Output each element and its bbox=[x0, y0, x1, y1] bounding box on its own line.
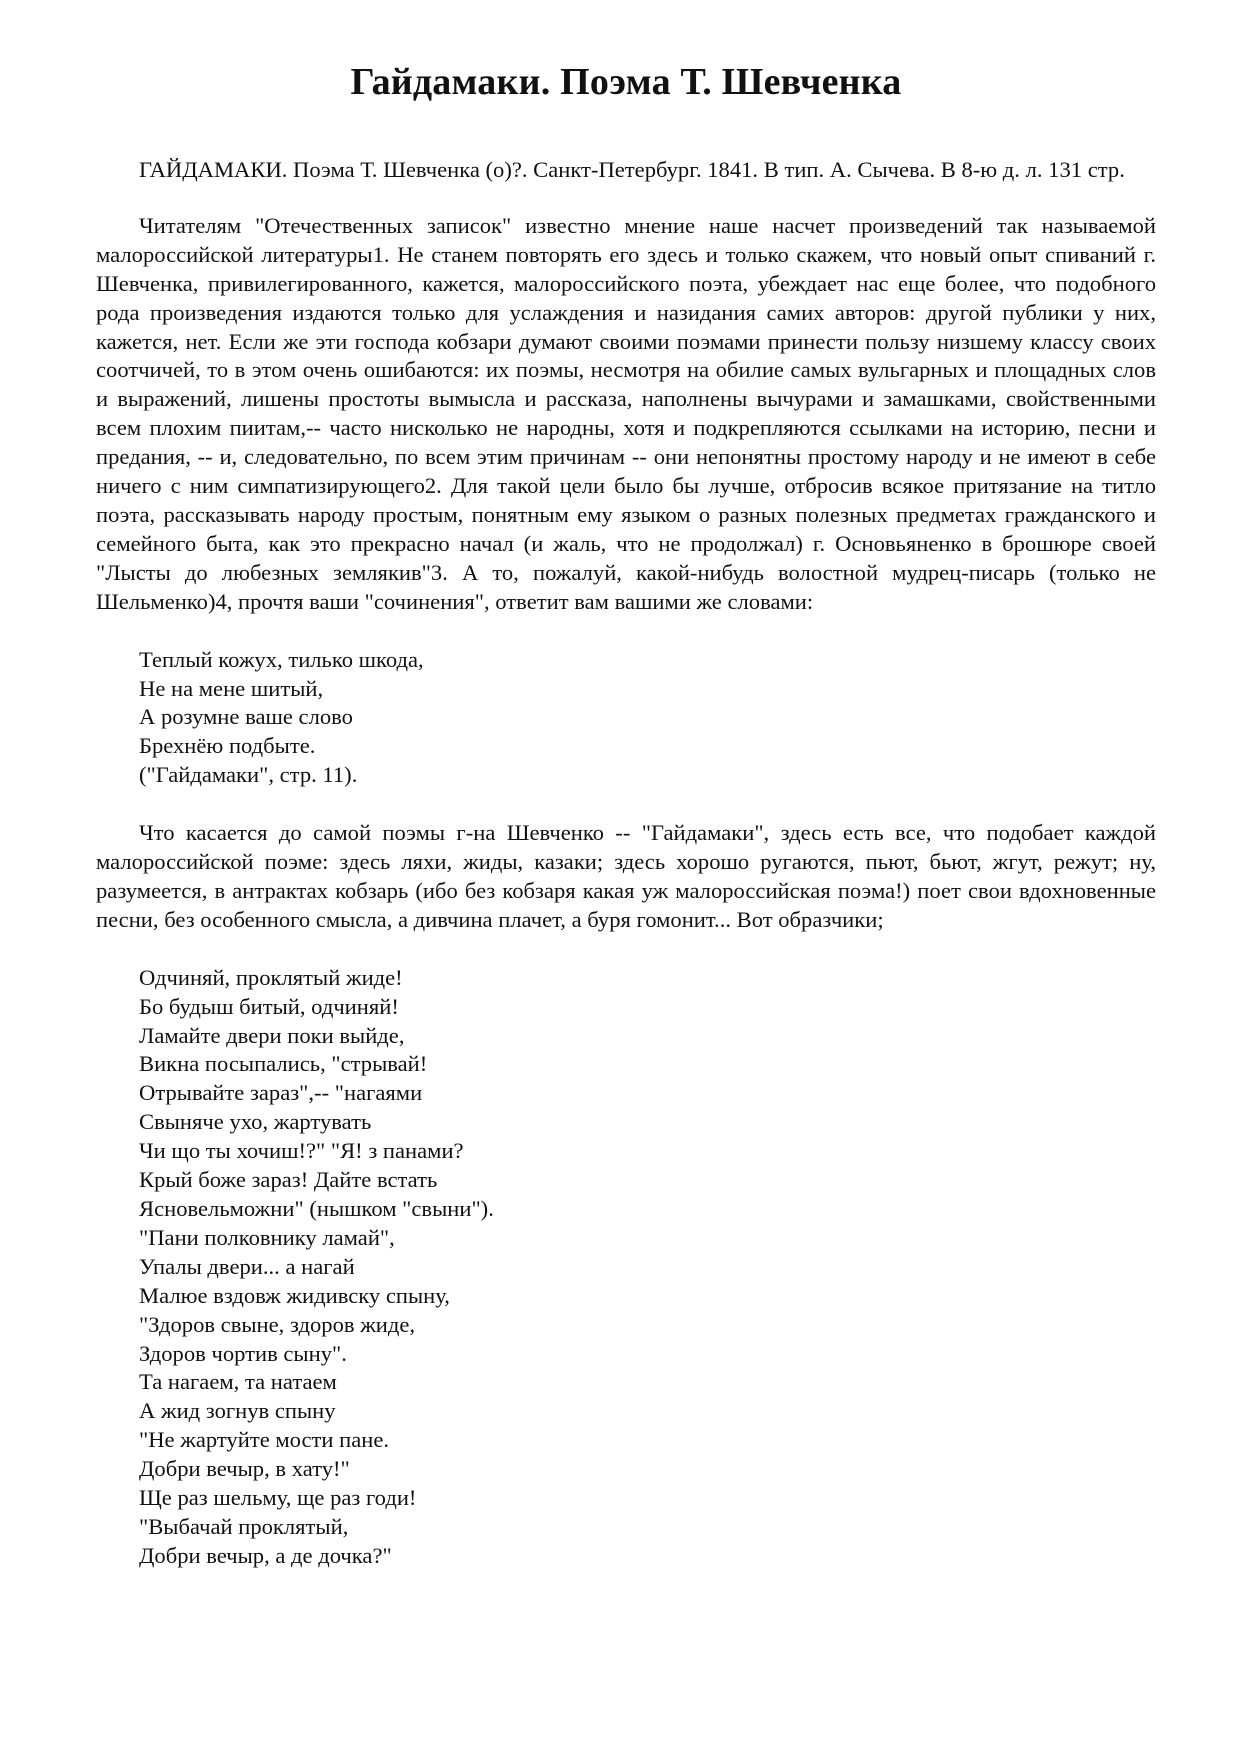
verse-line: "Не жартуйте мости пане. bbox=[139, 1427, 390, 1453]
verse-line: Свыняче ухо, жартувать bbox=[139, 1109, 372, 1135]
verse-line: "Здоров свыне, здоров жиде, bbox=[139, 1311, 416, 1337]
verse-line: А жид зогнув спыну bbox=[139, 1398, 336, 1424]
document-page bbox=[96, 0, 1156, 1571]
verse-line: Упалы двери... а нагай bbox=[139, 1253, 355, 1279]
verse-line: Чи що ты хочиш!?" "Я! з панами? bbox=[139, 1138, 464, 1164]
verse-line: Ясновельможни" (нышком "свыни"). bbox=[139, 1196, 494, 1221]
verse-line: Добри вечыр, а де дочка?" bbox=[139, 1542, 392, 1568]
verse-line: Крый боже зараз! Дайте встать bbox=[139, 1167, 438, 1193]
verse-line: Ламайте двери поки выйде, bbox=[139, 1022, 405, 1048]
verse-line: Ще раз шельму, ще раз годи! bbox=[139, 1485, 417, 1511]
verse-line: Добри вечыр, в хату!" bbox=[139, 1456, 350, 1482]
bibliographic-entry: ГАЙДАМАКИ. Поэма Т. Шевченка (о)?. Санкт-Петербург. 1841. В тип. А. Сычева. В 8-ю д. л. 131 стр. bbox=[139, 157, 1125, 182]
verse-line: Малюе вздовж жидивску спыну, bbox=[139, 1282, 450, 1308]
verse-line: Викна посыпались, "стрывай! bbox=[139, 1051, 428, 1077]
review-paragraph-2: Что касается до самой поэмы г-на Шевченко -- "Гайдамаки", здесь есть все, что подобает каждой малороссийской поэме: здесь ляхи, жиды, казаки; здесь хорошо ругаются, пьют, бьют, жгут, режут; ну, разумеется, в антрактах кобзарь (ибо без кобзаря какая уж малороссийская поэма!) поет свои вдохновенные песни, без особенного смысла, а дивчина плачет, а буря гомонит... Вот образчики; bbox=[96, 820, 1156, 932]
verse-citation: ("Гайдамаки", стр. 11). bbox=[139, 762, 358, 788]
verse-quote-1 bbox=[96, 646, 1156, 791]
verse-line: Та нагаем, та натаем bbox=[139, 1369, 337, 1395]
verse-line: "Пани полковнику ламай", bbox=[139, 1224, 395, 1250]
page-title: Гайдамаки. Поэма Т. Шевченка bbox=[350, 61, 902, 103]
verse-line: Брехнёю подбыте. bbox=[139, 733, 316, 759]
verse-line: Теплый кожух, тилько шкода, bbox=[139, 646, 424, 672]
verse-line: Не на мене шитый, bbox=[139, 675, 324, 701]
verse-quote-2 bbox=[96, 964, 1156, 1571]
verse-line: А розумне ваше слово bbox=[139, 704, 353, 730]
review-paragraph-1: Читателям "Отечественных записок" известно мнение наше насчет произведений так называемой малороссийской литературы1. Не станем повторять его здесь и только скажем, что новый опыт спиваний г. Шевченка, привилегированного, кажется, малороссийского поэта, убеждает нас еще более, что подобного рода произведения издаются только для услаждения и назидания самих авторов: другой публики у них, кажется, нет. Если же эти господа кобзари думают своими поэмами принести пользу низшему классу своих соотчичей, то в этом очень ошибаются: их поэмы, несмотря на обилие самых вульгарных и площадных слов и выражений, лишены простоты вымысла и рассказа, наполнены вычурами и замашками, свойственными всем плохим пиитам,-- часто нисколько не народны, хотя и подкрепляются ссылками на историю, песни и предания, -- и, следовательно, по всем этим причинам -- они непонятны простому народу и не имеют в себе ничего с ним симпатизирующего2. Для такой цели было бы лучше, отбросив всякое притязание на титло поэта, рассказывать народу простым, понятным ему языком о разных полезных предметах гражданского и семейного быта, как это прекрасно начал (и жаль, что не продолжал) г. Основьяненко в брошюре своей "Лысты до любезных землякив"3. А то, пожалуй, какой-нибудь волостной мудрец-писарь (только не Шельменко)4, прочтя ваши "сочинения", ответит вам вашими же словами: bbox=[96, 212, 1156, 614]
verse-line: Бо будыш битый, одчиняй! bbox=[139, 993, 399, 1019]
verse-line: Одчиняй, проклятый жиде! bbox=[139, 964, 403, 990]
verse-line: Здоров чортив сыну". bbox=[139, 1340, 347, 1366]
verse-line: "Выбачай проклятый, bbox=[139, 1513, 349, 1539]
verse-line: Отрывайте зараз",-- "нагаями bbox=[139, 1080, 423, 1106]
